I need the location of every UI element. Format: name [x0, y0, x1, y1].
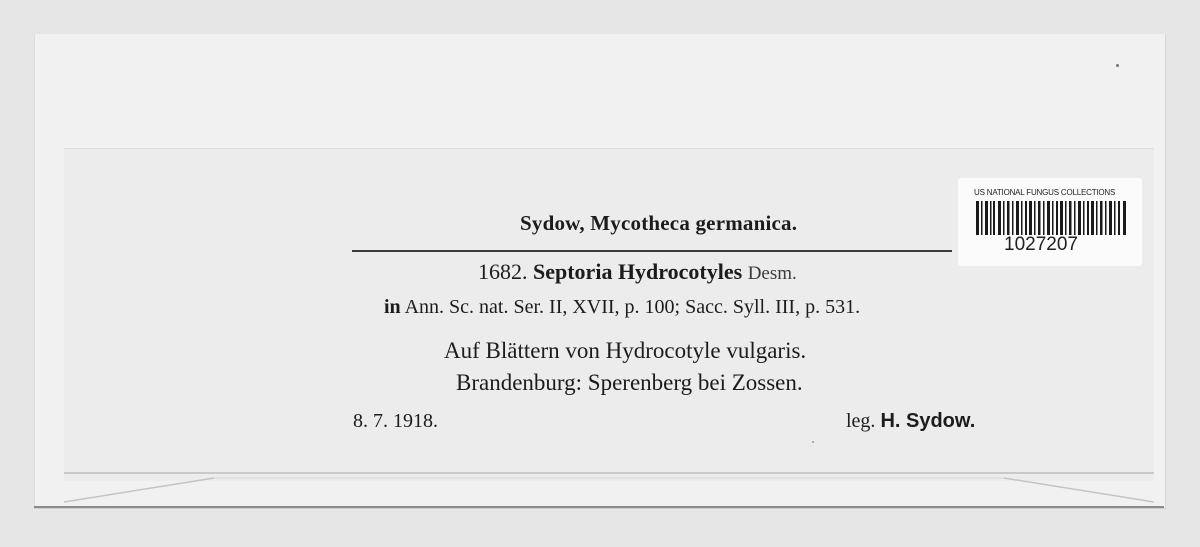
- leg-prefix: leg.: [846, 410, 876, 432]
- taxon-line: [478, 259, 797, 285]
- collector-line: [846, 410, 975, 433]
- species-name: Septoria Hydrocotyles: [533, 259, 743, 284]
- barcode-icon: [976, 201, 1128, 235]
- envelope-edge: [34, 506, 1164, 508]
- host-line: Auf Blättern von Hydrocotyle vulgaris.: [444, 338, 807, 363]
- paper-speck: [812, 441, 814, 443]
- exsiccata-title: Sydow, Mycotheca germanica.: [520, 211, 798, 235]
- title-rule: [352, 250, 952, 252]
- species-authority: Desm.: [747, 263, 797, 284]
- citation-text: Ann. Sc. nat. Ser. II, XVII, p. 100; Sacc. Syll. III, p. 531.: [404, 296, 861, 318]
- paper-speck: [1116, 64, 1119, 67]
- envelope-fold: [64, 474, 1154, 504]
- citation-in: in: [384, 296, 401, 318]
- collection-date: 8. 7. 1918.: [353, 410, 438, 432]
- barcode-number: 1027207: [1004, 234, 1078, 255]
- exsiccata-number: 1682.: [478, 259, 528, 284]
- collector-name: H. Sydow.: [880, 410, 976, 432]
- locality-line: Brandenburg: Sperenberg bei Zossen.: [456, 370, 803, 395]
- barcode-label: [958, 178, 1142, 266]
- barcode-institution: US NATIONAL FUNGUS COLLECTIONS: [974, 188, 1116, 197]
- citation-line: [384, 296, 860, 319]
